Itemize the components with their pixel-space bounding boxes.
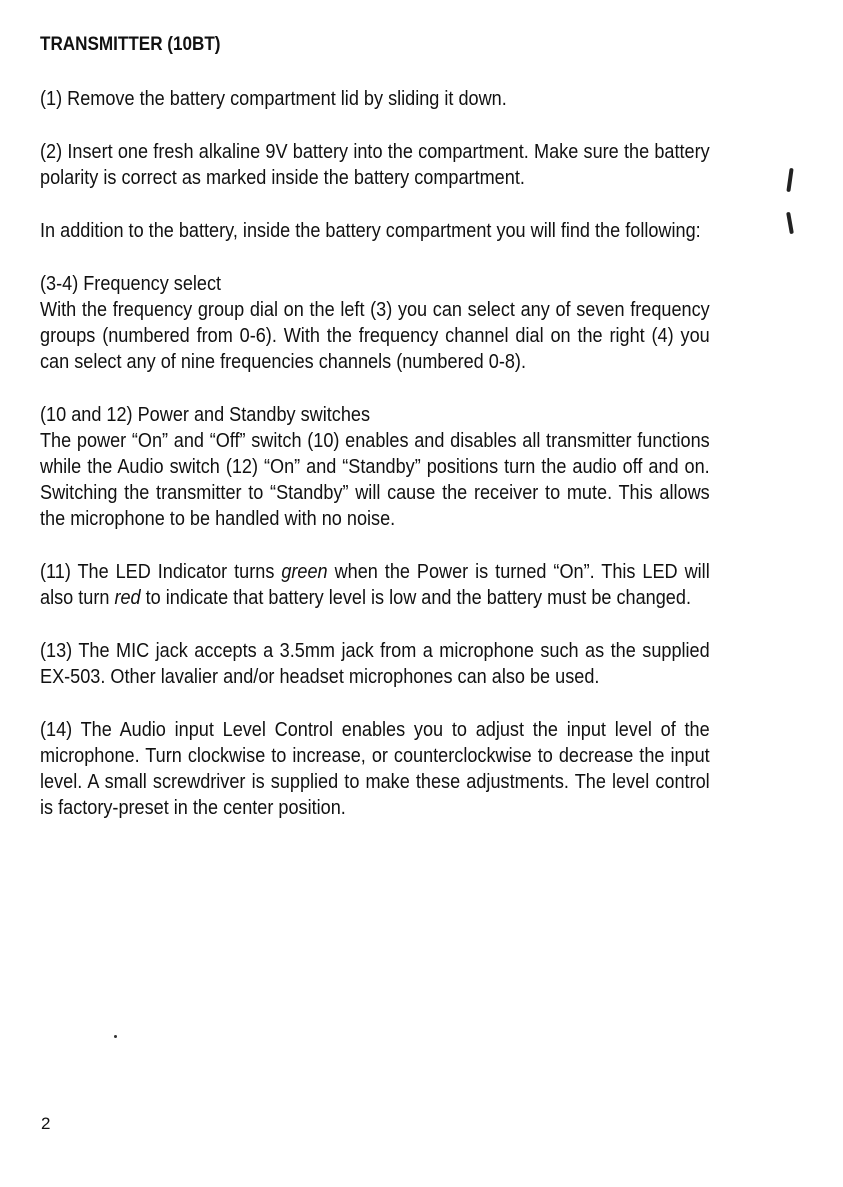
scan-mark xyxy=(786,212,794,234)
paragraph-text: (2) Insert one fresh alkaline 9V battery into the compartment. Make sure the battery polarity is correct as marked inside the battery compartment. xyxy=(40,141,710,189)
paragraph-led-indicator xyxy=(40,559,710,611)
paragraph-compartment-contents xyxy=(40,218,710,244)
emphasis-red: red xyxy=(114,587,141,609)
paragraph-text: In addition to the battery, inside the battery compartment you will find the following: xyxy=(40,220,701,242)
paragraph-text: (1) Remove the battery compartment lid by sliding it down. xyxy=(40,88,507,110)
scan-mark xyxy=(786,168,793,192)
paragraph-heading: (3-4) Frequency select xyxy=(40,273,222,295)
paragraph-text: (13) The MIC jack accepts a 3.5mm jack from a microphone such as the supplied EX-503. Other lavalier and/or headset microphones can also be used. xyxy=(40,640,710,688)
scan-speck xyxy=(114,1035,117,1038)
paragraph-heading: (10 and 12) Power and Standby switches xyxy=(40,404,371,426)
body-text xyxy=(40,86,710,848)
paragraph-level-control xyxy=(40,717,710,821)
paragraph-text: when the Power is turned “On”. This LED will also turn xyxy=(40,561,710,609)
paragraph-power-standby xyxy=(40,402,710,532)
paragraph-text: (11) The LED Indicator turns xyxy=(40,561,282,583)
paragraph-text: With the frequency group dial on the left (3) you can select any of seven frequency groups (numbered from 0-6). With the frequency channel dial on the right (4) you can select any of nine frequencies channels (numbered 0-8). xyxy=(40,299,710,373)
paragraph-insert-battery xyxy=(40,139,710,191)
paragraph-text: The power “On” and “Off” switch (10) enables and disables all transmitter functions while the Audio switch (12) “On” and “Standby” positions turn the audio off and on. Switching the transmitter to “Standby” will cause the receiver to mute. This allows the microphone to be handled with no noise. xyxy=(40,430,710,530)
page-number: 2 xyxy=(41,1114,51,1133)
paragraph-mic-jack xyxy=(40,638,710,690)
section-title: TRANSMITTER (10BT) xyxy=(40,34,221,55)
paragraph-remove-lid xyxy=(40,86,710,112)
paragraph-text: (14) The Audio input Level Control enables you to adjust the input level of the microphone. Turn clockwise to increase, or counterclockwise to decrease the input level. A small screwdriver is supplied to make these adjustments. The level control is factory-preset in the center position. xyxy=(40,719,710,819)
paragraph-frequency-select xyxy=(40,271,710,375)
emphasis-green: green xyxy=(281,561,328,583)
paragraph-text: to indicate that battery level is low and the battery must be changed. xyxy=(140,587,691,609)
